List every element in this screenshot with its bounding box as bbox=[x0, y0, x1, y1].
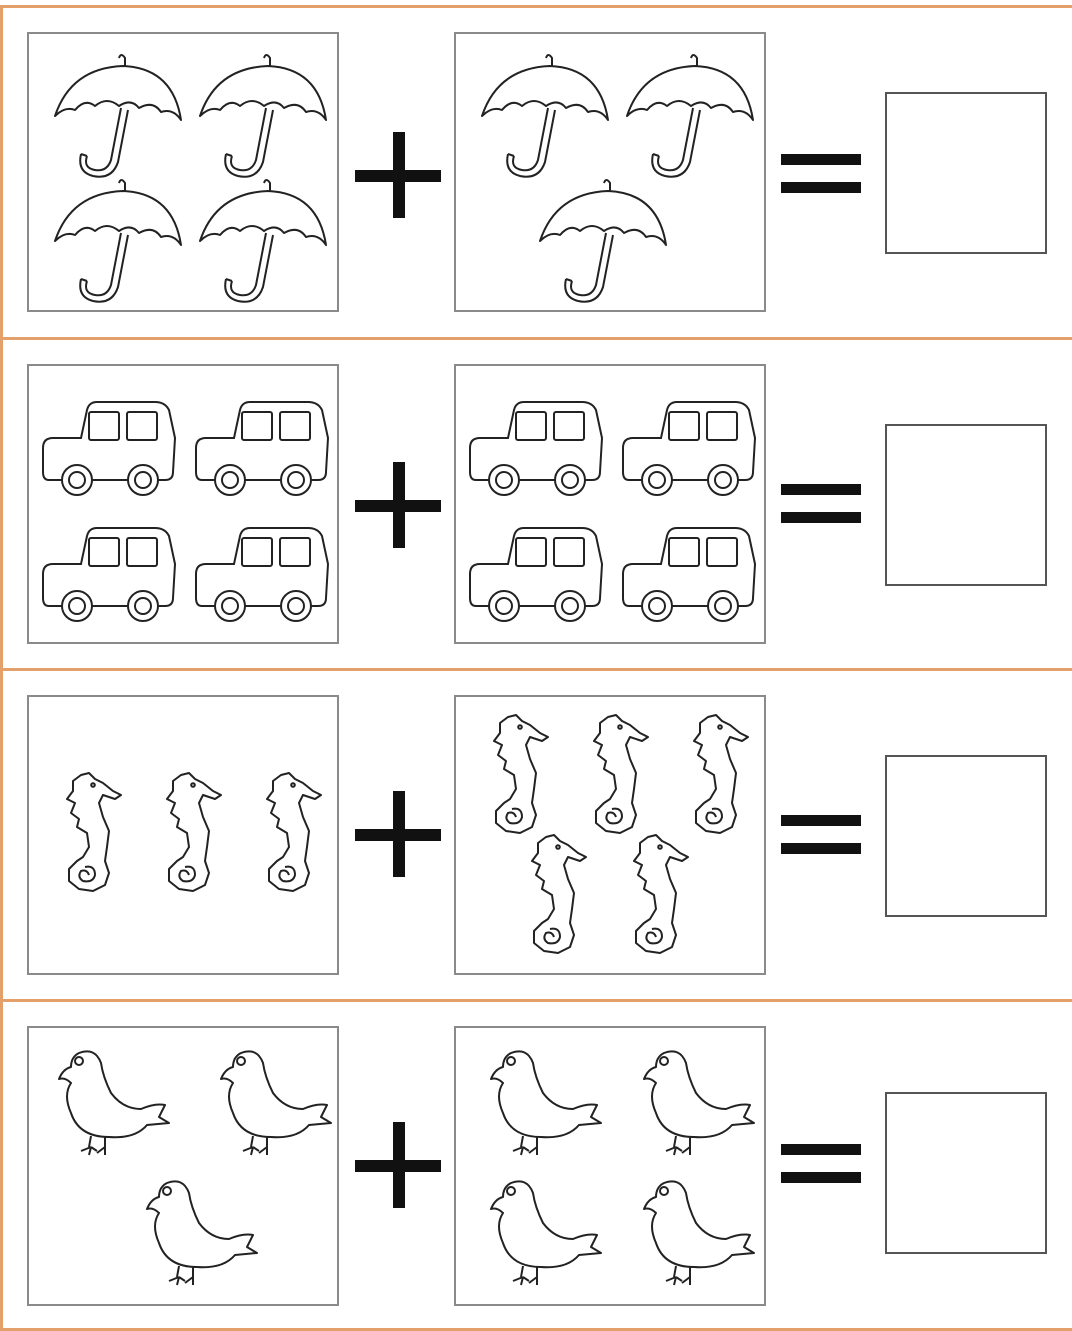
seahorse-icon bbox=[594, 715, 648, 833]
answer-box[interactable] bbox=[885, 755, 1047, 917]
umbrella-icon bbox=[200, 180, 326, 302]
problem-row-2 bbox=[0, 340, 1072, 670]
seahorse-icon bbox=[67, 773, 121, 891]
car-icon bbox=[470, 402, 602, 495]
problem-row-1 bbox=[0, 8, 1072, 338]
car-icon bbox=[470, 528, 602, 621]
left-group-panel bbox=[27, 1026, 339, 1306]
bird-icon bbox=[147, 1181, 257, 1285]
plus-sign bbox=[355, 462, 445, 552]
plus-sign bbox=[355, 791, 445, 881]
plus-sign bbox=[355, 132, 445, 222]
car-icon bbox=[196, 402, 328, 495]
umbrella-icon bbox=[482, 55, 608, 177]
seahorse-icon bbox=[532, 835, 586, 953]
right-group-panel bbox=[454, 695, 766, 975]
seahorse-icon bbox=[694, 715, 748, 833]
problem-row-3 bbox=[0, 671, 1072, 1001]
bird-icon bbox=[644, 1051, 754, 1155]
bird-icon bbox=[644, 1181, 754, 1285]
answer-box[interactable] bbox=[885, 424, 1047, 586]
seahorse-icon bbox=[267, 773, 321, 891]
equals-sign bbox=[781, 150, 863, 200]
umbrella-icon bbox=[540, 180, 666, 302]
equals-sign bbox=[781, 480, 863, 530]
bird-icon bbox=[491, 1051, 601, 1155]
car-icon bbox=[623, 402, 755, 495]
car-icon bbox=[43, 402, 175, 495]
umbrella-icon bbox=[55, 55, 181, 177]
car-icon bbox=[623, 528, 755, 621]
bird-icon bbox=[491, 1181, 601, 1285]
equals-sign bbox=[781, 811, 863, 861]
problem-row-4 bbox=[0, 1002, 1072, 1331]
umbrella-icon bbox=[200, 55, 326, 177]
seahorse-icon bbox=[167, 773, 221, 891]
right-group-panel bbox=[454, 32, 766, 312]
bird-icon bbox=[221, 1051, 331, 1155]
right-group-panel bbox=[454, 364, 766, 644]
answer-box[interactable] bbox=[885, 1092, 1047, 1254]
plus-sign bbox=[355, 1122, 445, 1212]
seahorse-icon bbox=[494, 715, 548, 833]
left-group-panel bbox=[27, 364, 339, 644]
equals-sign bbox=[781, 1140, 863, 1190]
seahorse-icon bbox=[634, 835, 688, 953]
answer-box[interactable] bbox=[885, 92, 1047, 254]
bird-icon bbox=[59, 1051, 169, 1155]
umbrella-icon bbox=[55, 180, 181, 302]
left-group-panel bbox=[27, 32, 339, 312]
car-icon bbox=[43, 528, 175, 621]
car-icon bbox=[196, 528, 328, 621]
right-group-panel bbox=[454, 1026, 766, 1306]
left-group-panel bbox=[27, 695, 339, 975]
umbrella-icon bbox=[627, 55, 753, 177]
